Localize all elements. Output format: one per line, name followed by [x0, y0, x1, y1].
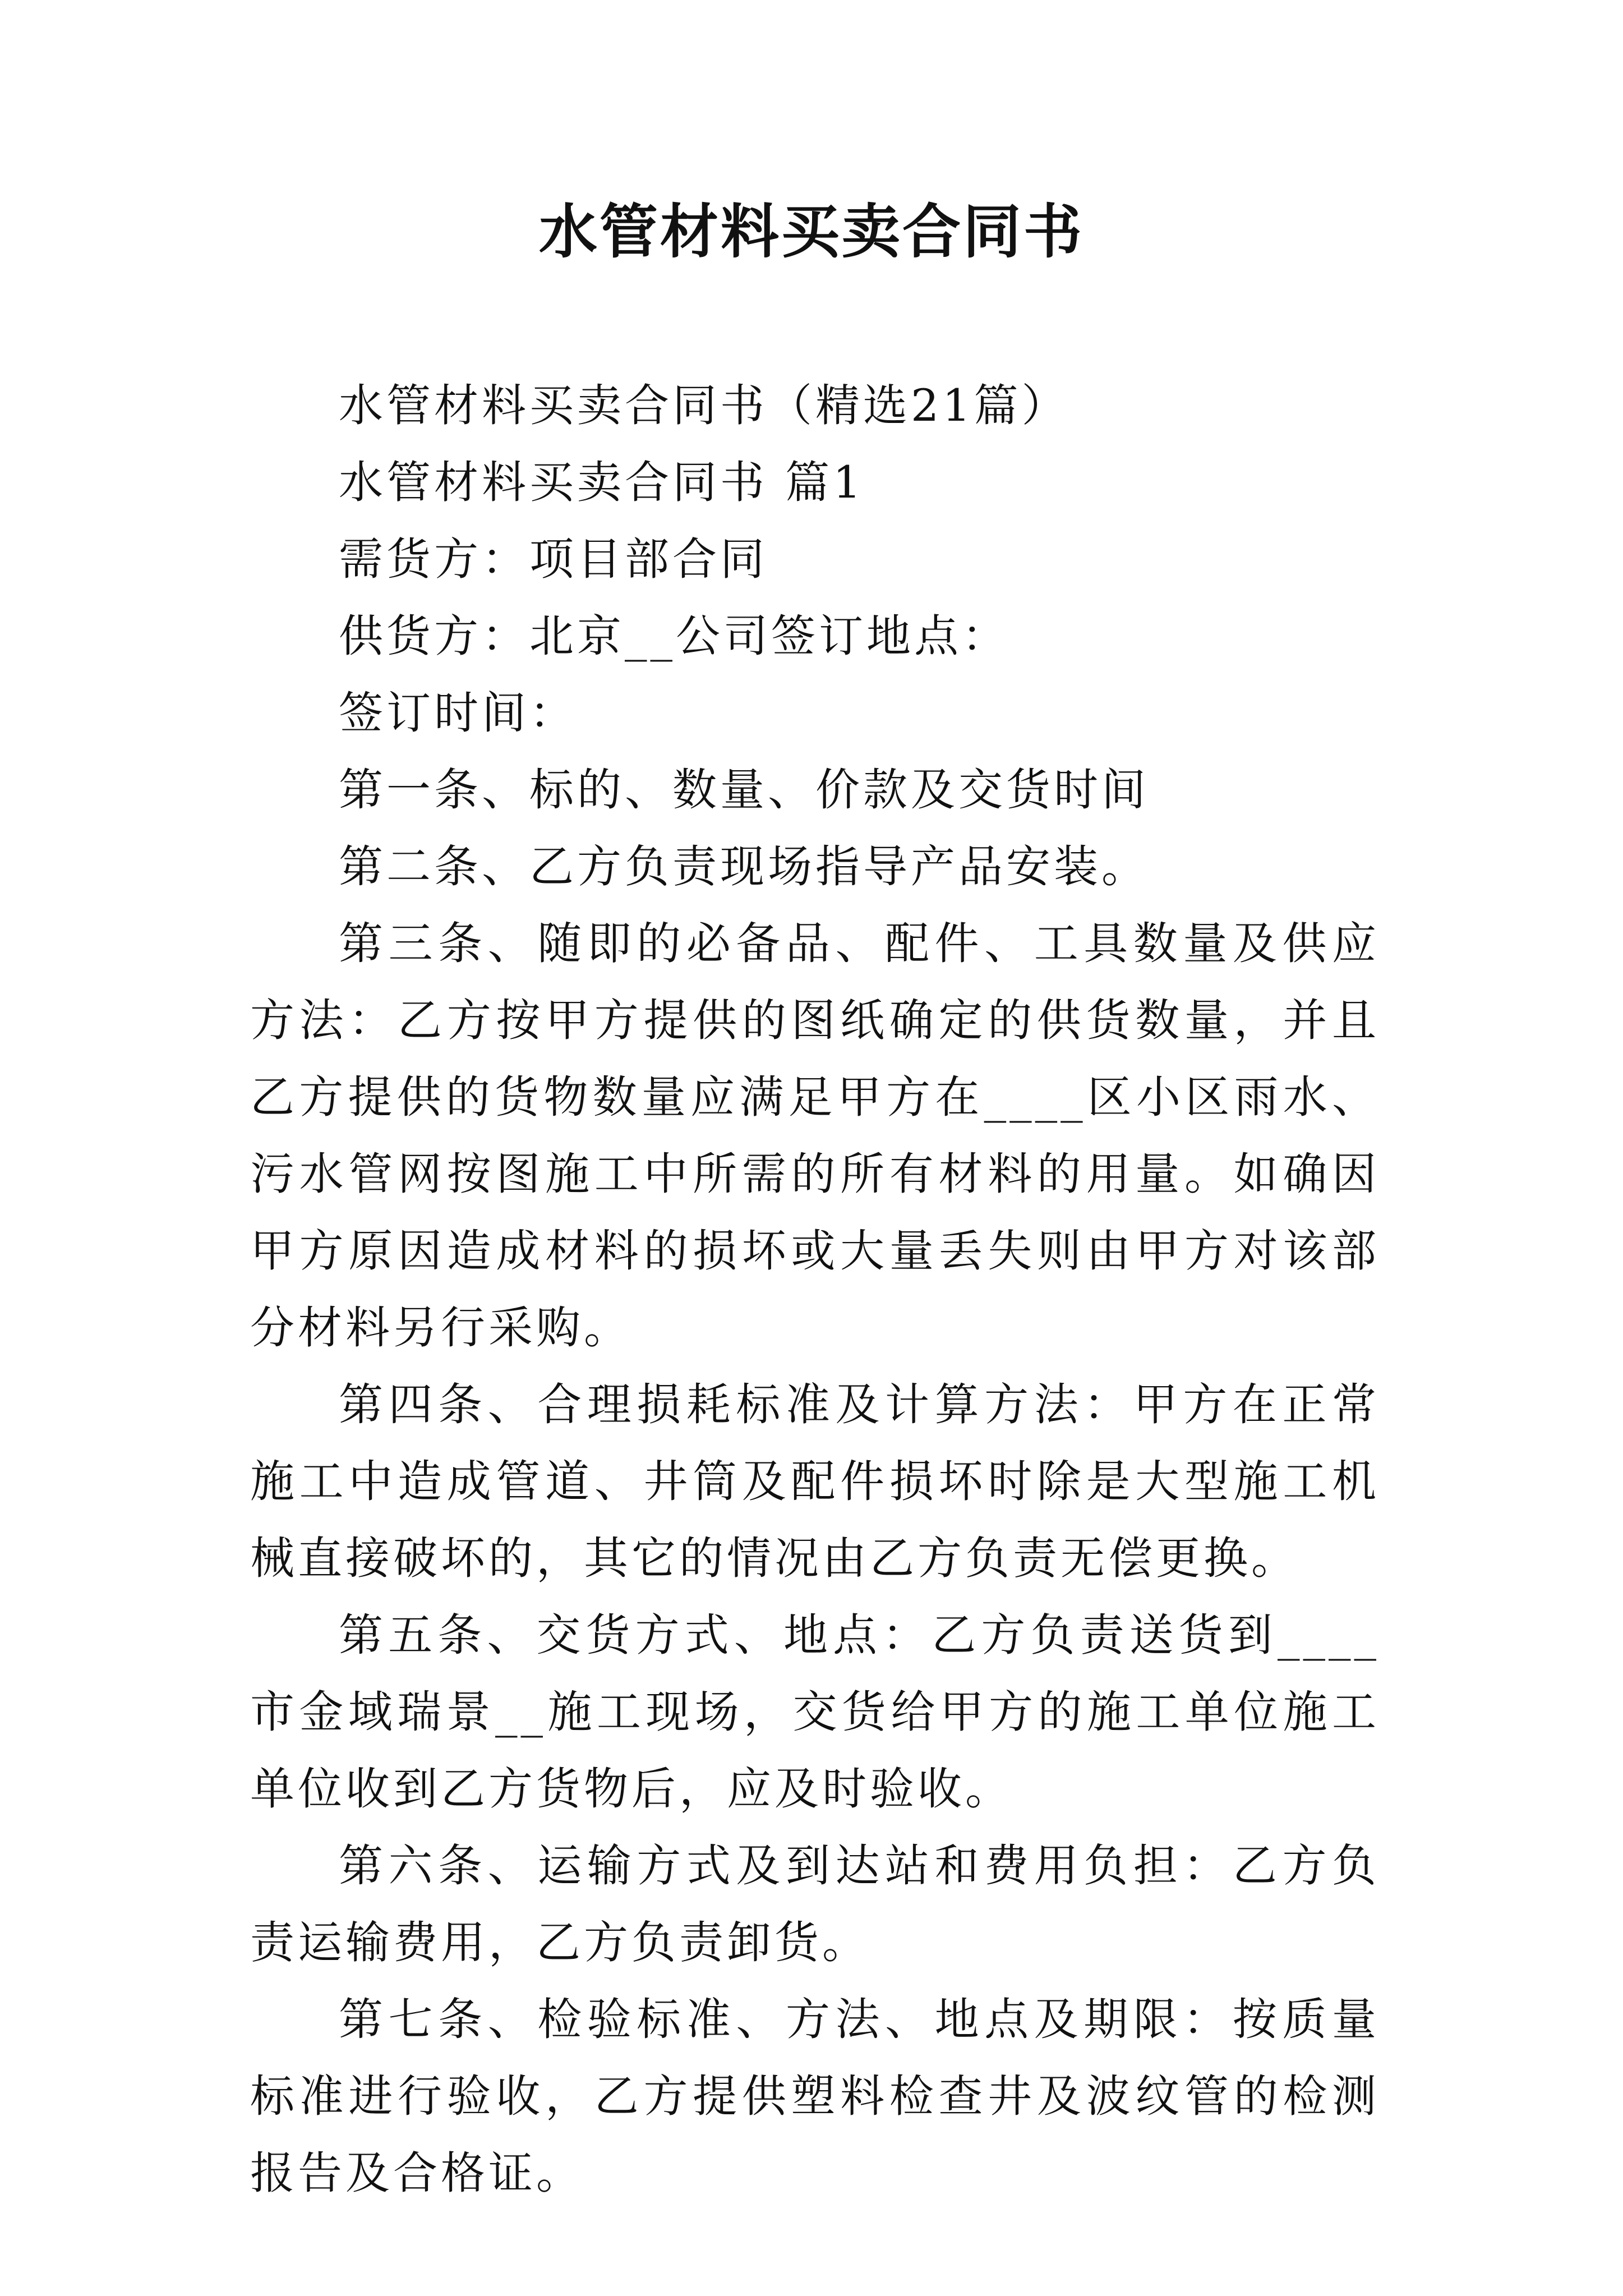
article-1-line: 第一条、标的、数量、价款及交货时间: [339, 764, 1149, 816]
subtitle-line: 水管材料买卖合同书（精选21篇）: [339, 380, 1069, 431]
supplier-line: 供货方：北京__公司签订地点：: [339, 610, 1009, 662]
buyer-line: 需货方：项目部合同: [339, 533, 768, 585]
article-7-paragraph: 第七条、检验标准、方法、地点及期限：按质量标准进行验收，乙方提供塑料检查井及波纹管的检测报告及合格证。: [250, 1994, 1380, 2199]
document-title: 水管材料买卖合同书: [538, 197, 1084, 266]
article-6-paragraph: 第六条、运输方式及到达站和费用负担：乙方负责运输费用，乙方负责卸货。: [250, 1840, 1380, 1968]
article-3-paragraph: 第三条、随即的必备品、配件、工具数量及供应方法：乙方按甲方提供的图纸确定的供货数量，并且乙方提供的货物数量应满足甲方在____区小区雨水、污水管网按图施工中所需的所有材料的用量。如确因甲方原因造成材料的损坏或大量丢失则由甲方对该部分材料另行采购。: [250, 918, 1380, 1354]
article-5-paragraph: 第五条、交货方式、地点：乙方负责送货到____市金域瑞景__施工现场，交货给甲方的施工单位施工单位收到乙方货物后，应及时验收。: [250, 1609, 1380, 1815]
article-4-paragraph: 第四条、合理损耗标准及计算方法：甲方在正常施工中造成管道、井筒及配件损坏时除是大型施工机械直接破坏的，其它的情况由乙方负责无偿更换。: [250, 1379, 1380, 1584]
article-2-line: 第二条、乙方负责现场指导产品安装。: [339, 841, 1149, 892]
section-heading-line: 水管材料买卖合同书 篇1: [339, 457, 865, 508]
document-body: [250, 367, 1380, 2212]
signing-time-line: 签订时间：: [339, 687, 577, 739]
